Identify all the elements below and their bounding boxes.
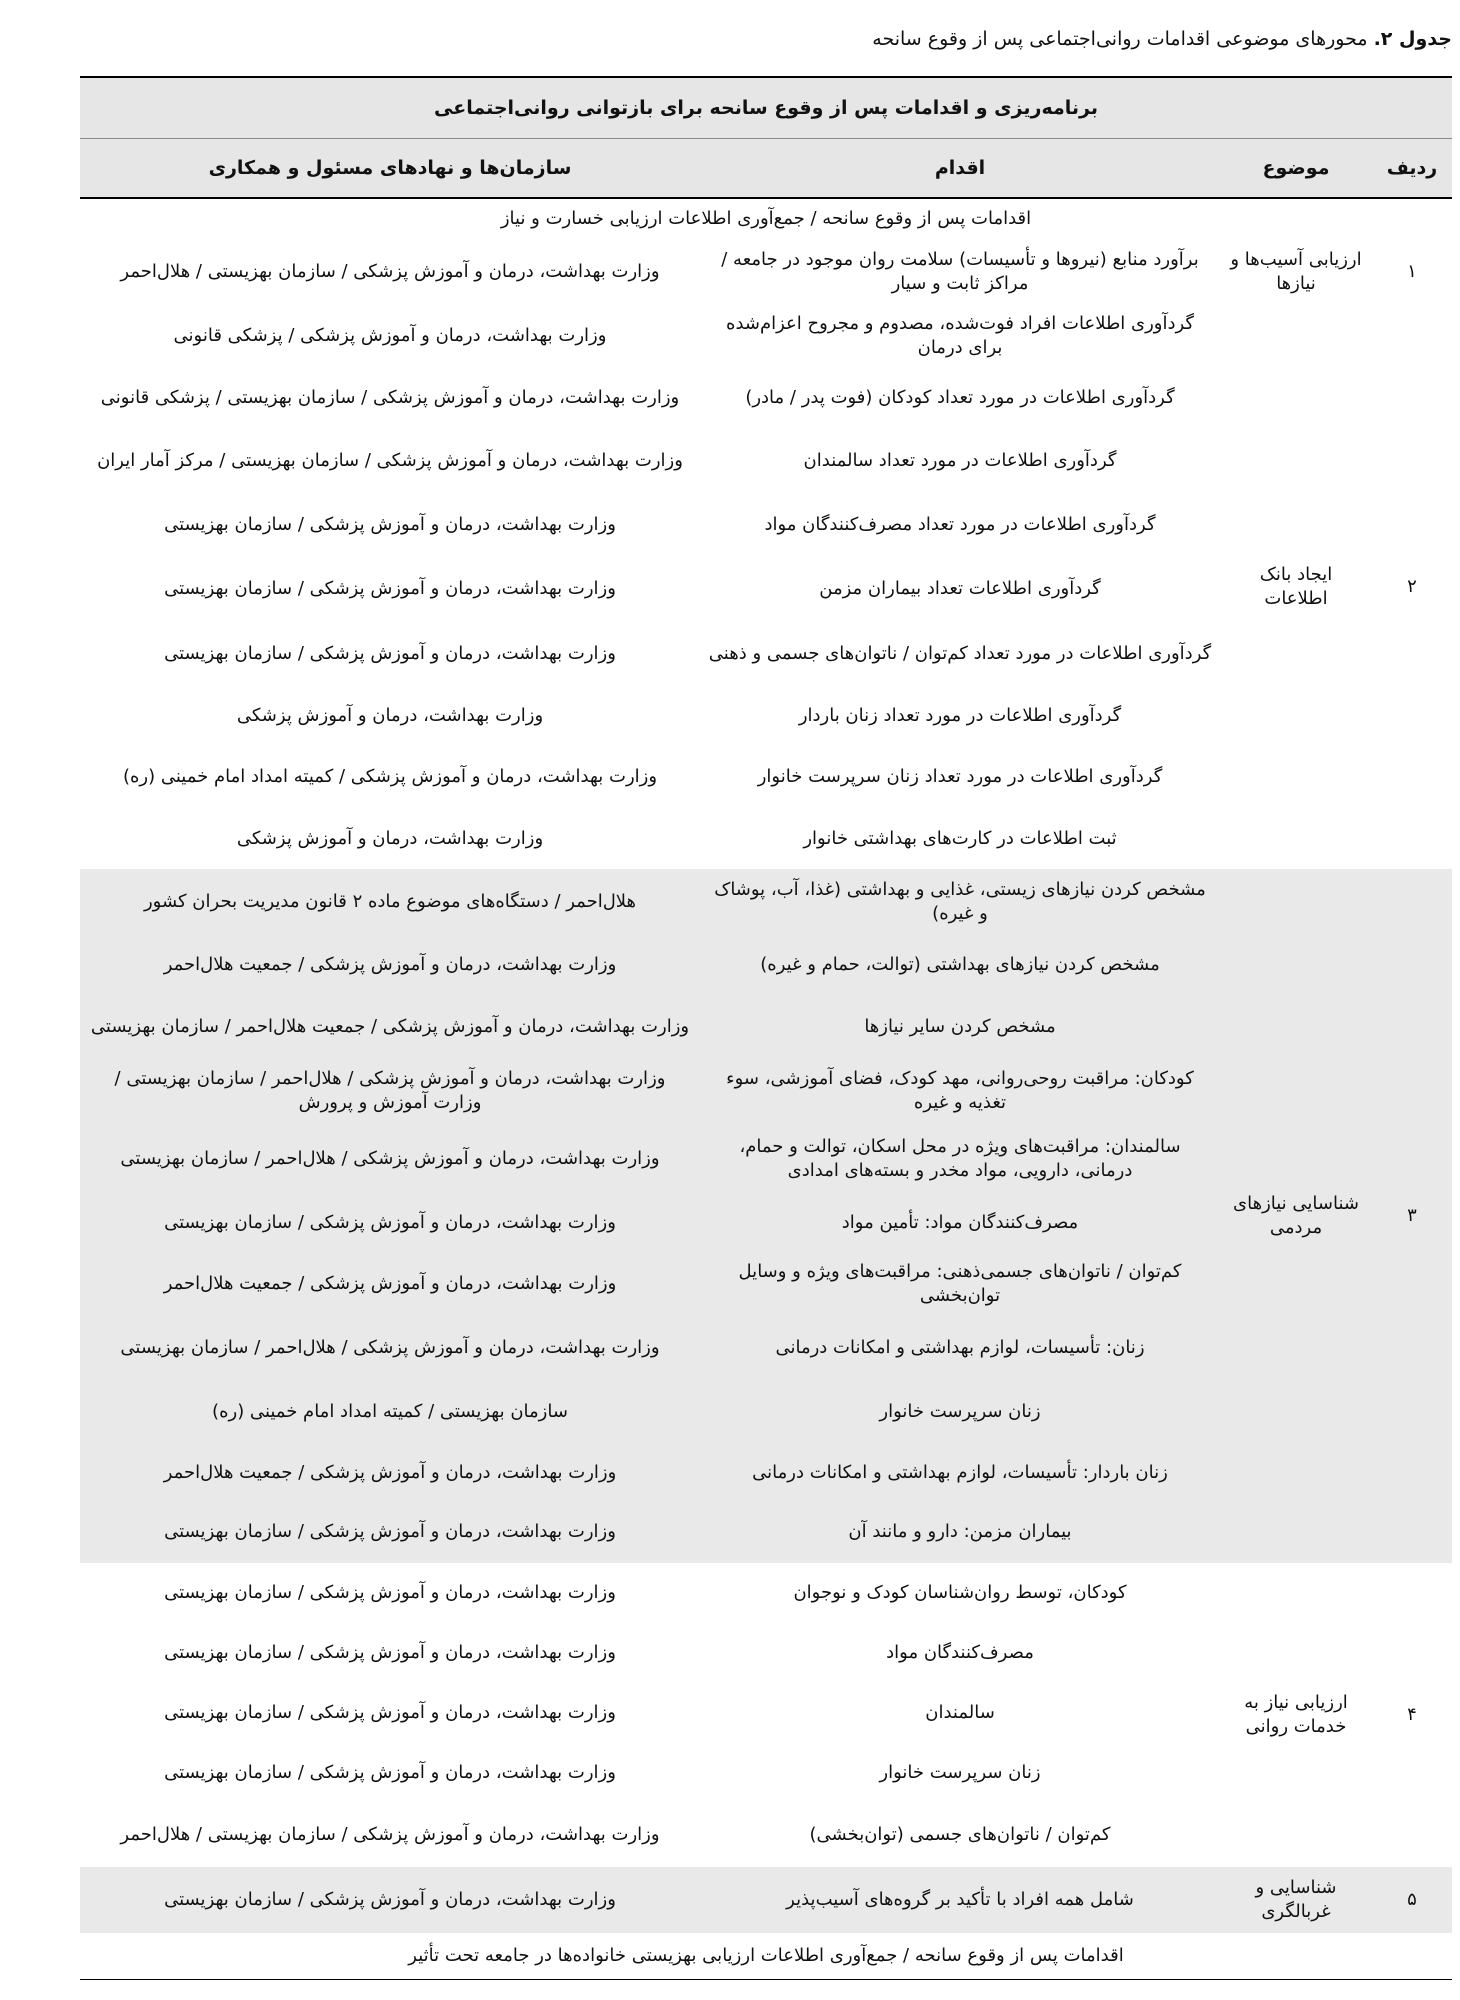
row-organizations: وزارت بهداشت، درمان و آموزش پزشکی xyxy=(236,828,544,849)
row-action: گردآوری اطلاعات در مورد تعداد مصرف‌کنندگان مواد xyxy=(764,514,1156,535)
header-topic: موضوع xyxy=(1220,139,1372,199)
row-organizations: وزارت بهداشت، درمان و آموزش پزشکی / جمعیت هلال‌احمر / سازمان بهزیستی xyxy=(80,995,700,1059)
header-action: اقدام xyxy=(700,139,1220,199)
row-number: ۳ xyxy=(1372,869,1452,1563)
section-subheader: اقدامات پس از وقوع سانحه / جمع‌آوری اطلاعات ارزیابی بهزیستی خانواده‌ها در جامعه تحت تأثیر xyxy=(80,1933,1452,1980)
row-action: کم‌توان / ناتوان‌های جسمی (توان‌بخشی) xyxy=(809,1824,1111,1845)
row-action: مصرف‌کنندگان مواد: تأمین مواد xyxy=(700,1195,1220,1251)
row-action: مصرف‌کنندگان مواد xyxy=(886,1642,1034,1663)
row-organizations: وزارت بهداشت، درمان و آموزش پزشکی / هلال‌احمر / سازمان بهزیستی xyxy=(80,1123,700,1195)
row-topic: ایجاد بانک اطلاعات xyxy=(1259,564,1333,609)
row-organizations: وزارت بهداشت، درمان و آموزش پزشکی / سازمان بهزیستی xyxy=(164,578,616,599)
row-organizations: وزارت بهداشت، درمان و آموزش پزشکی / سازمان بهزیستی / هلال‌احمر xyxy=(120,261,660,282)
row-organizations: وزارت بهداشت، درمان و آموزش پزشکی xyxy=(236,705,544,726)
row-topic: شناسایی و غربالگری xyxy=(1220,1867,1372,1933)
row-organizations: وزارت بهداشت، درمان و آموزش پزشکی / جمعیت هلال‌احمر xyxy=(80,1251,700,1317)
row-action: گردآوری اطلاعات در مورد تعداد زنان سرپرست خانوار xyxy=(757,766,1163,787)
row-number: ۴ xyxy=(1407,1704,1417,1725)
row-action: برآورد منابع (نیروها و تأسیسات) سلامت روان موجود در جامعه / مراکز ثابت و سیار xyxy=(721,249,1199,294)
row-organizations: وزارت بهداشت، درمان و آموزش پزشکی / سازمان بهزیستی xyxy=(164,1642,616,1663)
table-row xyxy=(80,1563,1452,1623)
row-organizations: وزارت بهداشت، درمان و آموزش پزشکی / سازمان بهزیستی xyxy=(164,1582,616,1603)
row-organizations: وزارت بهداشت، درمان و آموزش پزشکی / سازمان بهزیستی xyxy=(164,1762,616,1783)
row-action: مشخص کردن نیازهای زیستی، غذایی و بهداشتی (غذا، آب، پوشاک و غیره) xyxy=(700,869,1220,935)
row-organizations: وزارت بهداشت، درمان و آموزش پزشکی / سازمان بهزیستی / مرکز آمار ایران xyxy=(97,450,683,471)
table-row xyxy=(80,239,1452,305)
row-organizations: وزارت بهداشت، درمان و آموزش پزشکی / سازمان بهزیستی xyxy=(80,1195,700,1251)
table-title: برنامه‌ریزی و اقدامات پس از وقوع سانحه برای بازتوانی روانی‌اجتماعی xyxy=(80,77,1452,139)
row-action: سالمندان: مراقبت‌های ویژه در محل اسکان، توالت و حمام، درمانی، دارویی، مواد مخدر و بسته‌های امدادی xyxy=(700,1123,1220,1195)
row-organizations: وزارت بهداشت، درمان و آموزش پزشکی / جمعیت هلال‌احمر xyxy=(80,935,700,995)
row-organizations: سازمان بهزیستی / کمیته امداد امام خمینی (ره) xyxy=(80,1379,700,1445)
row-organizations: وزارت بهداشت، درمان و آموزش پزشکی / کمیته امداد امام خمینی (ره) xyxy=(122,766,658,787)
row-action: گردآوری اطلاعات در مورد تعداد کم‌توان / ناتوان‌های جسمی و ذهنی xyxy=(708,643,1212,664)
row-organizations: وزارت بهداشت، درمان و آموزش پزشکی / پزشکی قانونی xyxy=(173,325,607,346)
row-action: کودکان: مراقبت روحی‌روانی، مهد کودک، فضای آموزشی، سوء تغذیه و غیره xyxy=(700,1059,1220,1123)
row-action: مشخص کردن سایر نیازها xyxy=(700,995,1220,1059)
psychosocial-table xyxy=(80,76,1452,1980)
row-action: ثبت اطلاعات در کارت‌های بهداشتی خانوار xyxy=(803,828,1117,849)
row-number: ۵ xyxy=(1372,1867,1452,1933)
row-action: مشخص کردن نیازهای بهداشتی (توالت، حمام و غیره) xyxy=(700,935,1220,995)
row-organizations: وزارت بهداشت، درمان و آموزش پزشکی / سازمان بهزیستی xyxy=(164,514,616,535)
row-topic: ارزیابی نیاز به خدمات روانی xyxy=(1244,1692,1348,1737)
row-action: گردآوری اطلاعات تعداد بیماران مزمن xyxy=(819,578,1101,599)
row-organizations: وزارت بهداشت، درمان و آموزش پزشکی / هلال‌احمر / سازمان بهزیستی / وزارت آموزش و پرورش xyxy=(80,1059,700,1123)
row-organizations: وزارت بهداشت، درمان و آموزش پزشکی / سازمان بهزیستی / پزشکی قانونی xyxy=(100,387,680,408)
row-action: سالمندان xyxy=(925,1702,995,1723)
row-action: گردآوری اطلاعات در مورد تعداد کودکان (فوت پدر / مادر) xyxy=(745,387,1175,408)
row-action: زنان سرپرست خانوار xyxy=(700,1379,1220,1445)
row-action: زنان سرپرست خانوار xyxy=(879,1762,1041,1783)
row-organizations: وزارت بهداشت، درمان و آموزش پزشکی / سازمان بهزیستی xyxy=(80,1501,700,1563)
row-organizations: وزارت بهداشت، درمان و آموزش پزشکی / سازمان بهزیستی xyxy=(80,1867,700,1933)
row-action: کم‌توان / ناتوان‌های جسمی‌ذهنی: مراقبت‌های ویژه و وسایل توان‌بخشی xyxy=(700,1251,1220,1317)
row-organizations: هلال‌احمر / دستگاه‌های موضوع ماده ۲ قانون مدیریت بحران کشور xyxy=(80,869,700,935)
caption-label: جدول ۲. xyxy=(1373,28,1452,50)
row-action: زنان باردار: تأسیسات، لوازم بهداشتی و امکانات درمانی xyxy=(700,1445,1220,1501)
row-organizations: وزارت بهداشت، درمان و آموزش پزشکی / هلال‌احمر / سازمان بهزیستی xyxy=(80,1317,700,1379)
row-topic: شناسایی نیازهای مردمی xyxy=(1220,869,1372,1563)
row-action: کودکان، توسط روان‌شناسان کودک و نوجوان xyxy=(793,1582,1127,1603)
row-action: زنان: تأسیسات، لوازم بهداشتی و امکانات درمانی xyxy=(700,1317,1220,1379)
row-action: بیماران مزمن: دارو و مانند آن xyxy=(700,1501,1220,1563)
table-row xyxy=(80,1867,1452,1933)
header-num: ردیف xyxy=(1372,139,1452,199)
row-action: گردآوری اطلاعات در مورد تعداد زنان باردار xyxy=(798,705,1122,726)
header-org: سازمان‌ها و نهادهای مسئول و همکاری xyxy=(80,139,700,199)
row-organizations: وزارت بهداشت، درمان و آموزش پزشکی / سازمان بهزیستی xyxy=(164,1702,616,1723)
table-caption xyxy=(872,24,1452,54)
row-number: ۲ xyxy=(1407,576,1417,597)
table-row xyxy=(80,869,1452,935)
row-organizations: وزارت بهداشت، درمان و آموزش پزشکی / سازمان بهزیستی xyxy=(164,643,616,664)
row-number: ۱ xyxy=(1407,261,1417,282)
caption-text: محورهای موضوعی اقدامات روانی‌اجتماعی پس از وقوع سانحه xyxy=(872,28,1368,50)
table-row xyxy=(80,305,1452,367)
row-action: گردآوری اطلاعات افراد فوت‌شده، مصدوم و مجروح اعزام‌شده برای درمان xyxy=(726,313,1194,358)
row-topic: ارزیابی آسیب‌ها و نیازها xyxy=(1230,249,1362,294)
row-action: گردآوری اطلاعات در مورد تعداد سالمندان xyxy=(803,450,1117,471)
section-subheader: اقدامات پس از وقوع سانحه / جمع‌آوری اطلاعات ارزیابی خسارت و نیاز xyxy=(500,208,1032,229)
row-organizations: وزارت بهداشت، درمان و آموزش پزشکی / جمعیت هلال‌احمر xyxy=(80,1445,700,1501)
row-action: شامل همه افراد با تأکید بر گروه‌های آسیب‌پذیر xyxy=(700,1867,1220,1933)
row-organizations: وزارت بهداشت، درمان و آموزش پزشکی / سازمان بهزیستی / هلال‌احمر xyxy=(120,1824,660,1845)
